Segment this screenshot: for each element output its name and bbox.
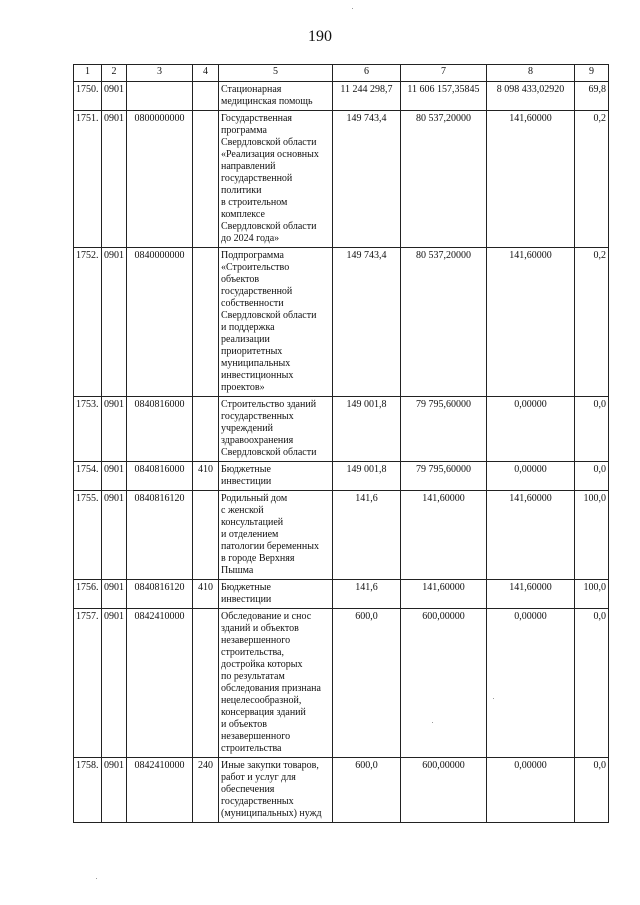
item-name: Родильный дом с женской консультацией и отделением патологии беременных в городе Верхняя Пышма <box>219 491 333 580</box>
column-header: 1 <box>74 65 102 82</box>
planned-amount: 80 537,20000 <box>401 111 487 248</box>
column-header: 7 <box>401 65 487 82</box>
expense-type: 240 <box>193 758 219 823</box>
executed-amount: 8 098 433,02920 <box>487 82 575 111</box>
executed-amount: 0,00000 <box>487 462 575 491</box>
planned-amount: 11 606 157,35845 <box>401 82 487 111</box>
target-code: 0800000000 <box>127 111 193 248</box>
item-name: Стационарная медицинская помощь <box>219 82 333 111</box>
executed-amount: 141,60000 <box>487 111 575 248</box>
table-row <box>74 609 609 758</box>
planned-amount: 600,00000 <box>401 609 487 758</box>
scan-speck <box>96 878 97 879</box>
expense-type <box>193 609 219 758</box>
executed-amount: 141,60000 <box>487 580 575 609</box>
execution-percent: 0,2 <box>575 111 609 248</box>
planned-amount: 80 537,20000 <box>401 248 487 397</box>
expense-type: 410 <box>193 580 219 609</box>
section-code: 0901 <box>102 462 127 491</box>
column-header: 6 <box>333 65 401 82</box>
execution-percent: 0,0 <box>575 609 609 758</box>
executed-amount: 0,00000 <box>487 397 575 462</box>
section-code: 0901 <box>102 758 127 823</box>
row-number: 1755. <box>74 491 102 580</box>
approved-amount: 600,0 <box>333 758 401 823</box>
section-code: 0901 <box>102 111 127 248</box>
budget-table <box>73 64 609 823</box>
row-number: 1756. <box>74 580 102 609</box>
approved-amount: 149 001,8 <box>333 462 401 491</box>
planned-amount: 79 795,60000 <box>401 462 487 491</box>
column-header: 9 <box>575 65 609 82</box>
row-number: 1754. <box>74 462 102 491</box>
execution-percent: 100,0 <box>575 580 609 609</box>
scan-speck <box>493 698 494 699</box>
target-code: 0842410000 <box>127 609 193 758</box>
approved-amount: 600,0 <box>333 609 401 758</box>
table-row <box>74 82 609 111</box>
table-row <box>74 248 609 397</box>
execution-percent: 69,8 <box>575 82 609 111</box>
execution-percent: 100,0 <box>575 491 609 580</box>
row-number: 1751. <box>74 111 102 248</box>
column-header: 4 <box>193 65 219 82</box>
section-code: 0901 <box>102 248 127 397</box>
expense-type <box>193 111 219 248</box>
approved-amount: 141,6 <box>333 580 401 609</box>
approved-amount: 11 244 298,7 <box>333 82 401 111</box>
expense-type: 410 <box>193 462 219 491</box>
execution-percent: 0,0 <box>575 758 609 823</box>
expense-type <box>193 248 219 397</box>
section-code: 0901 <box>102 609 127 758</box>
table-row <box>74 111 609 248</box>
expense-type <box>193 491 219 580</box>
scan-speck <box>432 722 433 723</box>
item-name: Государственная программа Свердловской области «Реализация основных направлений государственной политики в строительном комплексе Свердловской области до 2024 года» <box>219 111 333 248</box>
approved-amount: 149 743,4 <box>333 248 401 397</box>
section-code: 0901 <box>102 397 127 462</box>
header-row <box>74 65 609 82</box>
target-code: 0840816000 <box>127 462 193 491</box>
row-number: 1757. <box>74 609 102 758</box>
target-code: 0840816120 <box>127 580 193 609</box>
item-name: Строительство зданий государственных учреждений здравоохранения Свердловской области <box>219 397 333 462</box>
executed-amount: 141,60000 <box>487 248 575 397</box>
item-name: Обследование и снос зданий и объектов незавершенного строительства, достройка которых по результатам обследования признана нецелесообразной, консервация зданий и объектов незавершенного строительства <box>219 609 333 758</box>
approved-amount: 149 001,8 <box>333 397 401 462</box>
planned-amount: 600,00000 <box>401 758 487 823</box>
section-code: 0901 <box>102 491 127 580</box>
table-row <box>74 491 609 580</box>
approved-amount: 149 743,4 <box>333 111 401 248</box>
table-row <box>74 758 609 823</box>
executed-amount: 0,00000 <box>487 758 575 823</box>
row-number: 1758. <box>74 758 102 823</box>
execution-percent: 0,2 <box>575 248 609 397</box>
column-header: 8 <box>487 65 575 82</box>
row-number: 1753. <box>74 397 102 462</box>
planned-amount: 141,60000 <box>401 580 487 609</box>
expense-type <box>193 397 219 462</box>
approved-amount: 141,6 <box>333 491 401 580</box>
column-header: 3 <box>127 65 193 82</box>
section-code: 0901 <box>102 580 127 609</box>
planned-amount: 79 795,60000 <box>401 397 487 462</box>
target-code: 0842410000 <box>127 758 193 823</box>
table-row <box>74 462 609 491</box>
scan-speck <box>352 8 353 9</box>
target-code <box>127 82 193 111</box>
target-code: 0840000000 <box>127 248 193 397</box>
section-code: 0901 <box>102 82 127 111</box>
target-code: 0840816120 <box>127 491 193 580</box>
item-name: Бюджетные инвестиции <box>219 462 333 491</box>
item-name: Иные закупки товаров, работ и услуг для обеспечения государственных (муниципальных) нужд <box>219 758 333 823</box>
target-code: 0840816000 <box>127 397 193 462</box>
column-header: 5 <box>219 65 333 82</box>
item-name: Бюджетные инвестиции <box>219 580 333 609</box>
planned-amount: 141,60000 <box>401 491 487 580</box>
column-header: 2 <box>102 65 127 82</box>
table-row <box>74 580 609 609</box>
page-number: 190 <box>308 28 332 45</box>
table-row <box>74 397 609 462</box>
execution-percent: 0,0 <box>575 397 609 462</box>
item-name: Подпрограмма «Строительство объектов государственной собственности Свердловской области и поддержка реализации приоритетных муниципальных инвестиционных проектов» <box>219 248 333 397</box>
executed-amount: 0,00000 <box>487 609 575 758</box>
row-number: 1750. <box>74 82 102 111</box>
expense-type <box>193 82 219 111</box>
executed-amount: 141,60000 <box>487 491 575 580</box>
execution-percent: 0,0 <box>575 462 609 491</box>
row-number: 1752. <box>74 248 102 397</box>
